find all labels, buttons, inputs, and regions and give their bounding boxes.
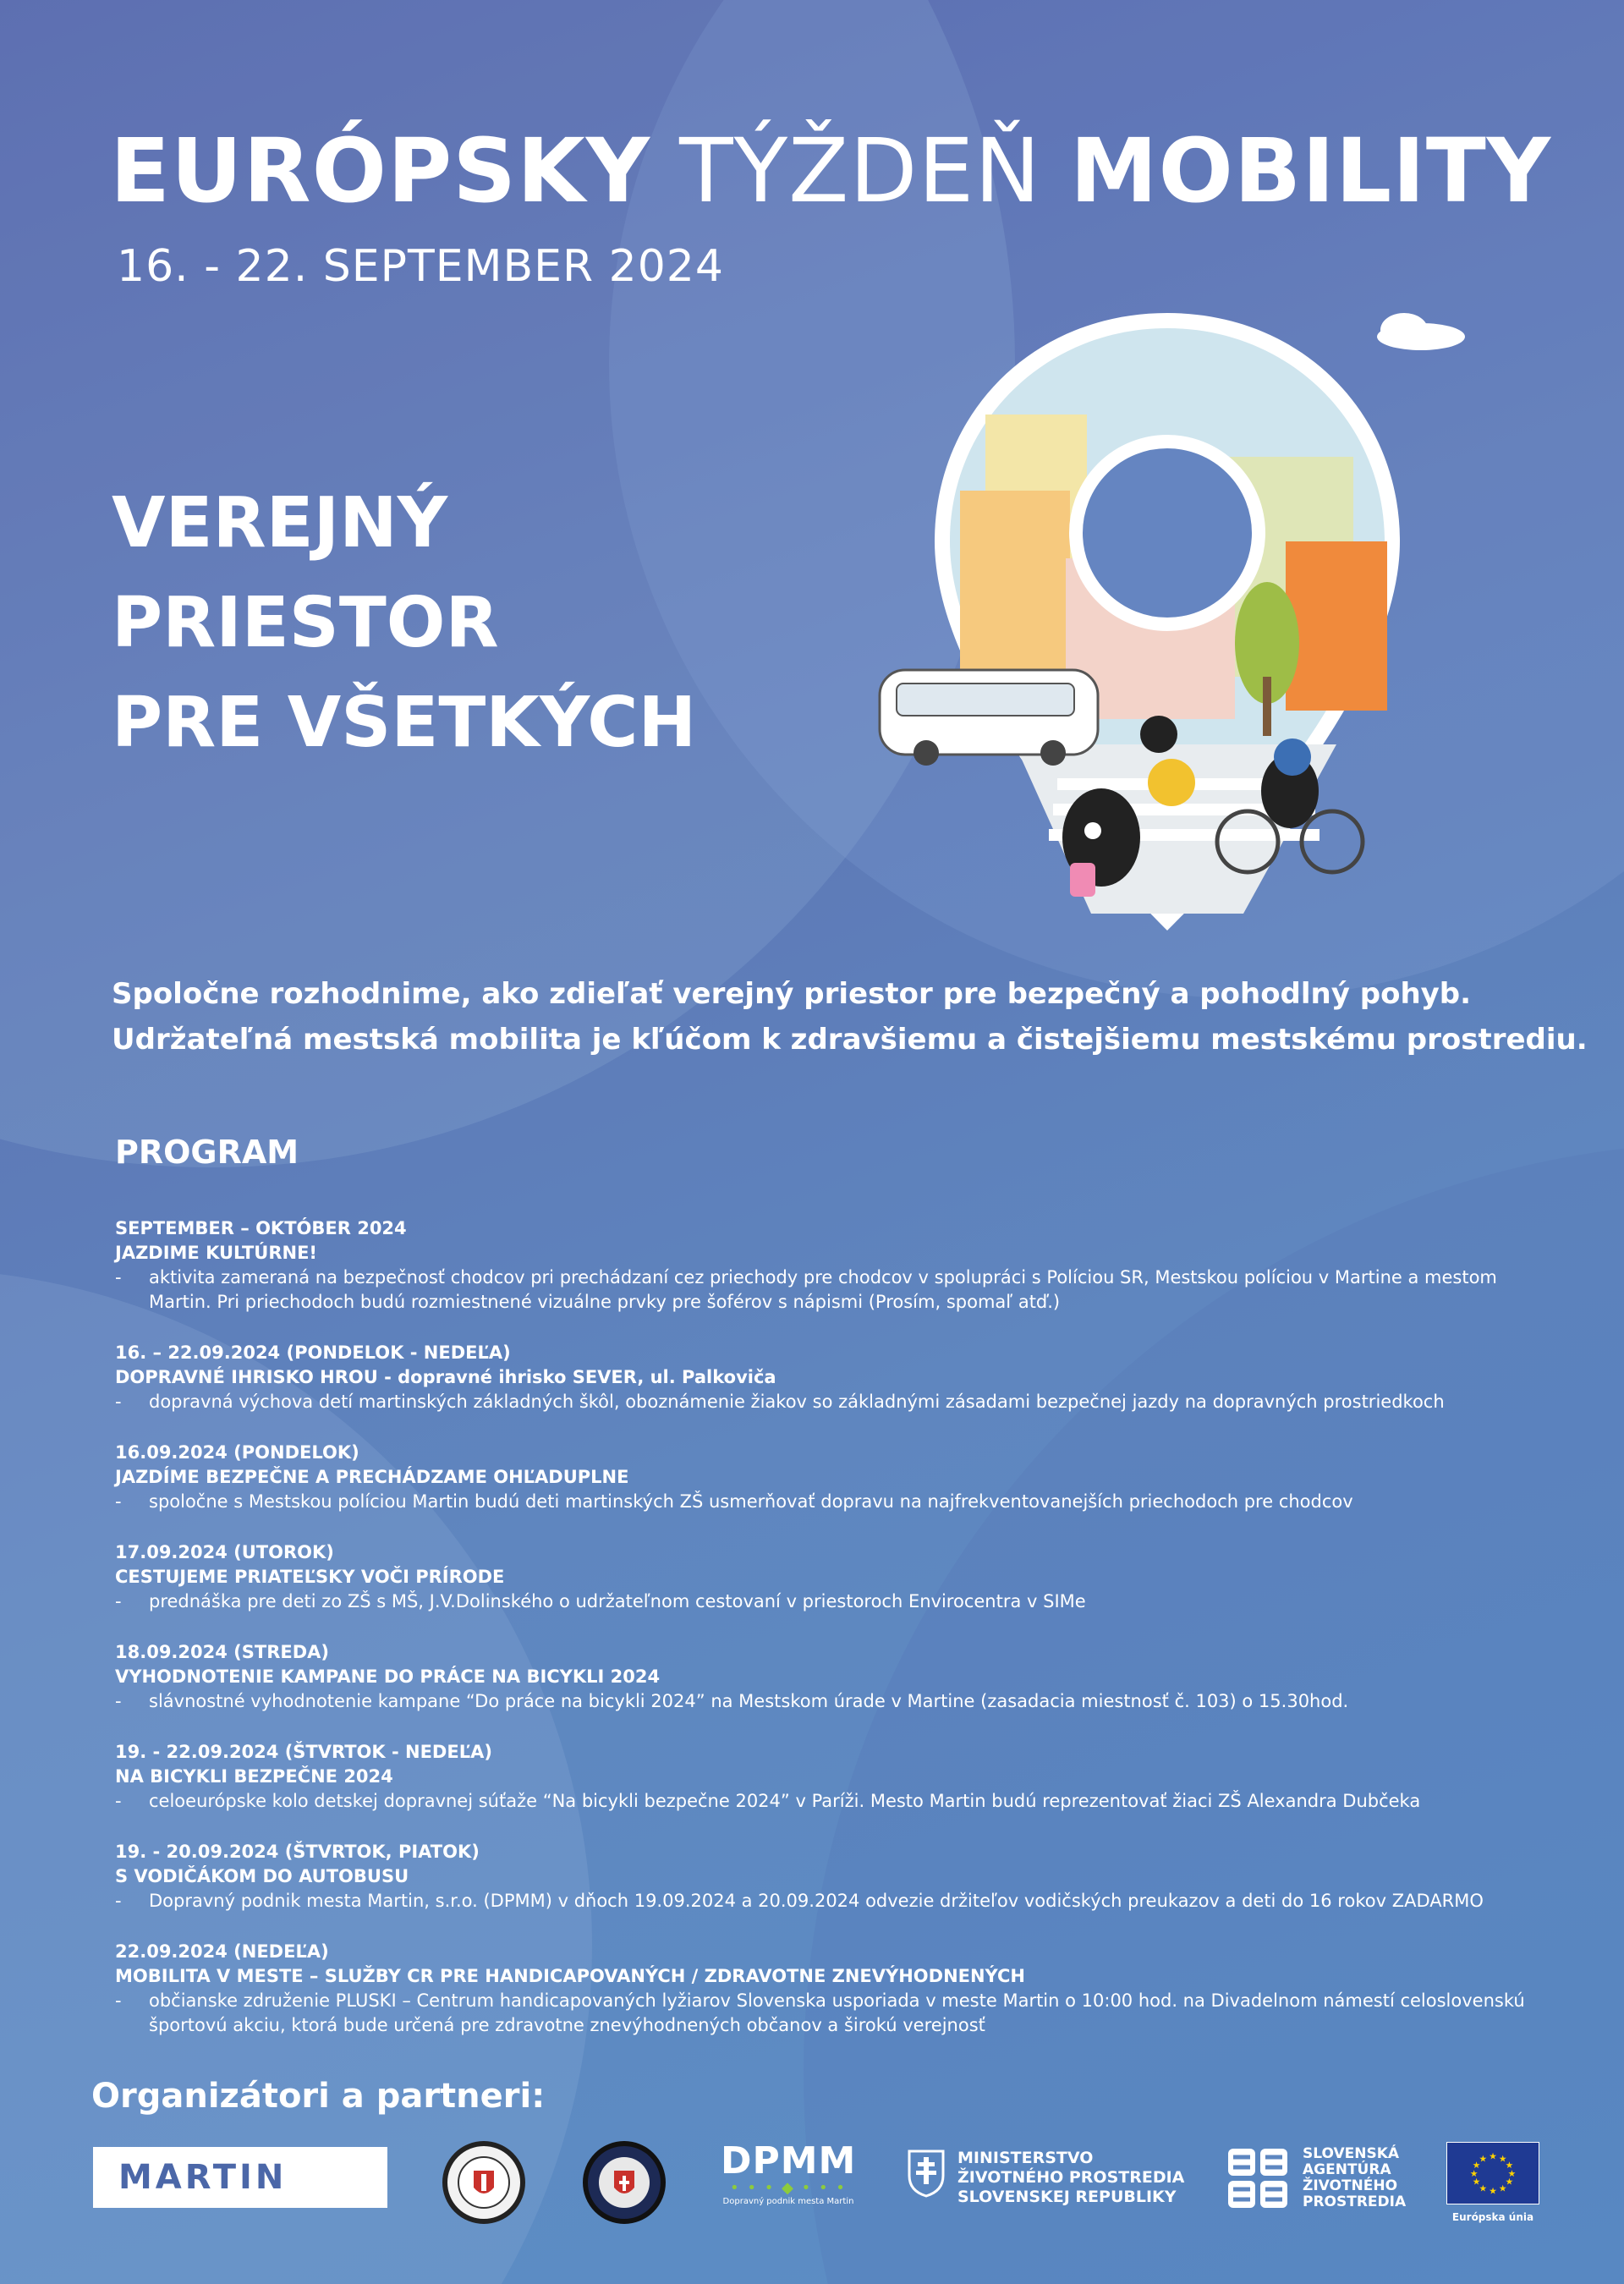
program-item — [115, 1540, 1553, 1614]
sazp-emblem-icon — [1225, 2145, 1291, 2211]
svg-text:★: ★ — [1505, 2160, 1514, 2171]
theme-line-3: PRE VŠETKÝCH — [112, 683, 697, 763]
municipal-police-seal-icon — [442, 2140, 526, 2225]
event-date: 19. - 20.09.2024 (ŠTVRTOK, PIATOK) — [115, 1842, 480, 1862]
slovak-coat-of-arms-icon — [907, 2149, 946, 2198]
martin-city-logo: MARTIN — [93, 2147, 387, 2208]
title-part-2: TÝŽDEŇ — [679, 119, 1041, 222]
tree-trunk — [1263, 677, 1271, 736]
dpmm-logo-text: DPMM — [721, 2139, 857, 2182]
sazp-line-4: PROSTREDIA — [1303, 2193, 1407, 2210]
event-name: DOPRAVNÉ IHRISKO HROU - dopravné ihrisko SEVER, ul. Palkoviča — [115, 1367, 776, 1387]
svg-text:★: ★ — [1507, 2167, 1517, 2179]
sazp-logo — [1225, 2145, 1406, 2211]
city-pin-illustration — [863, 305, 1472, 947]
sazp-line-2: AGENTÚRA — [1303, 2161, 1391, 2178]
ministry-line-3: SLOVENSKEJ REPUBLIKY — [957, 2188, 1177, 2206]
event-description: - aktivita zameraná na bezpečnosť chodcov pri prechádzaní cez priechody pre chodcov v spolupráci s Políciou SR, Mestskou políciou v Martine a mestom Martin. Pri priechodoch budú rozmiestnené vizuálne prvky pre šoférov s nápismi (Prosím, spomaľ atď.) — [115, 1267, 1497, 1312]
event-date: 16. – 22.09.2024 (PONDELOK - NEDEĽA) — [115, 1342, 511, 1363]
dpmm-logo-dots: • • • ◆ • • • — [730, 2179, 847, 2197]
program-item — [115, 1940, 1553, 2038]
program-list — [115, 1216, 1553, 2064]
scooter-rider-icon — [1148, 759, 1195, 806]
event-name: JAZDÍME BEZPEČNE A PRECHÁDZAME OHĽADUPLNE — [115, 1467, 629, 1487]
eu-logo — [1446, 2142, 1539, 2223]
title-part-1: EURÓPSKY — [110, 119, 651, 222]
theme-line-1: VEREJNÝ — [112, 483, 448, 563]
event-name: MOBILITA V MESTE – SLUŽBY CR PRE HANDICAPOVANÝCH / ZDRAVOTNE ZNEVÝHODNENÝCH — [115, 1966, 1026, 1986]
svg-text:★: ★ — [1472, 2160, 1481, 2171]
dpmm-logo-caption: Dopravný podnik mesta Martin — [722, 2197, 854, 2206]
wheel — [914, 740, 939, 766]
event-name: VYHODNOTENIE KAMPANE DO PRÁCE NA BICYKLI 2024 — [115, 1666, 661, 1687]
intro-line-2: Udržateľná mestská mobilita je kľúčom k zdravšiemu a čistejšiemu mestskému prostrediu. — [112, 1023, 1588, 1057]
event-description: - spoločne s Mestskou políciou Martin budú deti martinských ZŠ usmerňovať dopravu na najfrekventovanejších priechodoch pre chodcov — [115, 1491, 1353, 1512]
program-item — [115, 1840, 1553, 1913]
event-name: NA BICYKLI BEZPEČNE 2024 — [115, 1766, 393, 1787]
ministry-line-2: ŽIVOTNÉHO PROSTREDIA — [957, 2168, 1185, 2187]
event-description: - občianske združenie PLUSKI – Centrum handicapovaných lyžiarov Slovenska usporiada v meste Martin o 10:00 hod. na Divadelnom námestí celoslovenskú športovú akciu, ktorá bude určená pre zdravotne znevýhodnených občanov a širokú verejnosť — [115, 1990, 1525, 2035]
svg-text:★: ★ — [1472, 2176, 1481, 2188]
ministry-line-1: MINISTERSTVO — [957, 2149, 1094, 2167]
theme-heading — [112, 474, 696, 773]
partners-heading: Organizátori a partneri: — [91, 2077, 546, 2116]
program-item — [115, 1341, 1553, 1414]
event-date: 22.09.2024 (NEDEĽA) — [115, 1941, 329, 1962]
svg-text:★: ★ — [1498, 2182, 1507, 2194]
svg-text:★: ★ — [1489, 2185, 1497, 2197]
program-item — [115, 1640, 1553, 1714]
event-dates: 16. - 22. SEPTEMBER 2024 — [117, 241, 724, 292]
cloud-icon — [1380, 313, 1428, 347]
svg-text:★: ★ — [1469, 2167, 1479, 2179]
page-title — [110, 119, 1552, 222]
building — [960, 491, 1070, 685]
eu-flag-icon — [1446, 2142, 1539, 2204]
dpmm-logo — [721, 2139, 857, 2208]
ministry-environment-logo — [907, 2149, 1184, 2207]
police-seal-icon — [582, 2140, 667, 2225]
event-date: 19. - 22.09.2024 (ŠTVRTOK - NEDEĽA) — [115, 1742, 492, 1762]
svg-text:★: ★ — [1498, 2153, 1507, 2165]
event-date: 17.09.2024 (UTOROK) — [115, 1542, 334, 1562]
svg-text:★: ★ — [1489, 2150, 1497, 2162]
event-description: - prednáška pre deti zo ZŠ s MŠ, J.V.Dolinského o udržateľnom cestovaní v priestoroch Envirocentra v SIMe — [115, 1591, 1086, 1611]
bicycle-wheel — [1302, 811, 1363, 872]
event-description: - slávnostné vyhodnotenie kampane “Do práce na bicykli 2024” na Mestskom úrade v Martine (zasadacia miestnosť č. 103) o 15.30hod. — [115, 1691, 1349, 1711]
event-name: S VODIČÁKOM DO AUTOBUSU — [115, 1866, 409, 1886]
program-item — [115, 1216, 1553, 1315]
eye — [1084, 822, 1101, 839]
wheel — [1040, 740, 1066, 766]
intro-line-1: Spoločne rozhodnime, ako zdieľať verejný priestor pre bezpečný a pohodlný pohyb. — [112, 977, 1472, 1011]
building — [1286, 541, 1387, 711]
event-date: 18.09.2024 (STREDA) — [115, 1642, 330, 1662]
event-name: CESTUJEME PRIATEĽSKY VOČI PRÍRODE — [115, 1567, 505, 1587]
theme-line-2: PRIESTOR — [112, 583, 499, 663]
backpack — [1070, 863, 1095, 897]
program-item — [115, 1740, 1553, 1814]
title-part-3: MOBILITY — [1070, 119, 1552, 222]
helmet — [1274, 738, 1311, 776]
event-date: SEPTEMBER – OKTÓBER 2024 — [115, 1218, 407, 1238]
event-date: 16.09.2024 (PONDELOK) — [115, 1442, 359, 1463]
event-description: - celoeurópske kolo detskej dopravnej súťaže “Na bicykli bezpečne 2024” v Paríži. Mesto Martin budú reprezentovať žiaci ZŠ Alexandra Dubčeka — [115, 1791, 1421, 1811]
sazp-line-3: ŽIVOTNÉHO — [1303, 2177, 1398, 2194]
event-description: - Dopravný podnik mesta Martin, s.r.o. (DPMM) v dňoch 19.09.2024 a 20.09.2024 odvezie držiteľov vodičských preukazov a deti do 16 rokov ZADARMO — [115, 1891, 1484, 1911]
svg-text:★: ★ — [1479, 2153, 1488, 2165]
event-description: - dopravná výchova detí martinských základných škôl, oboznámenie žiakov so základnými zásadami bezpečnej jazdy na dopravných prostriedkoch — [115, 1392, 1445, 1412]
eu-caption: Európska únia — [1451, 2211, 1534, 2223]
sazp-line-1: SLOVENSKÁ — [1303, 2145, 1400, 2162]
event-name: JAZDIME KULTÚRNE! — [115, 1243, 317, 1263]
character-head — [1140, 716, 1177, 753]
program-heading: PROGRAM — [115, 1134, 299, 1171]
program-item — [115, 1441, 1553, 1514]
intro-text — [112, 971, 1588, 1062]
svg-text:★: ★ — [1479, 2182, 1488, 2194]
svg-text:★: ★ — [1505, 2176, 1514, 2188]
